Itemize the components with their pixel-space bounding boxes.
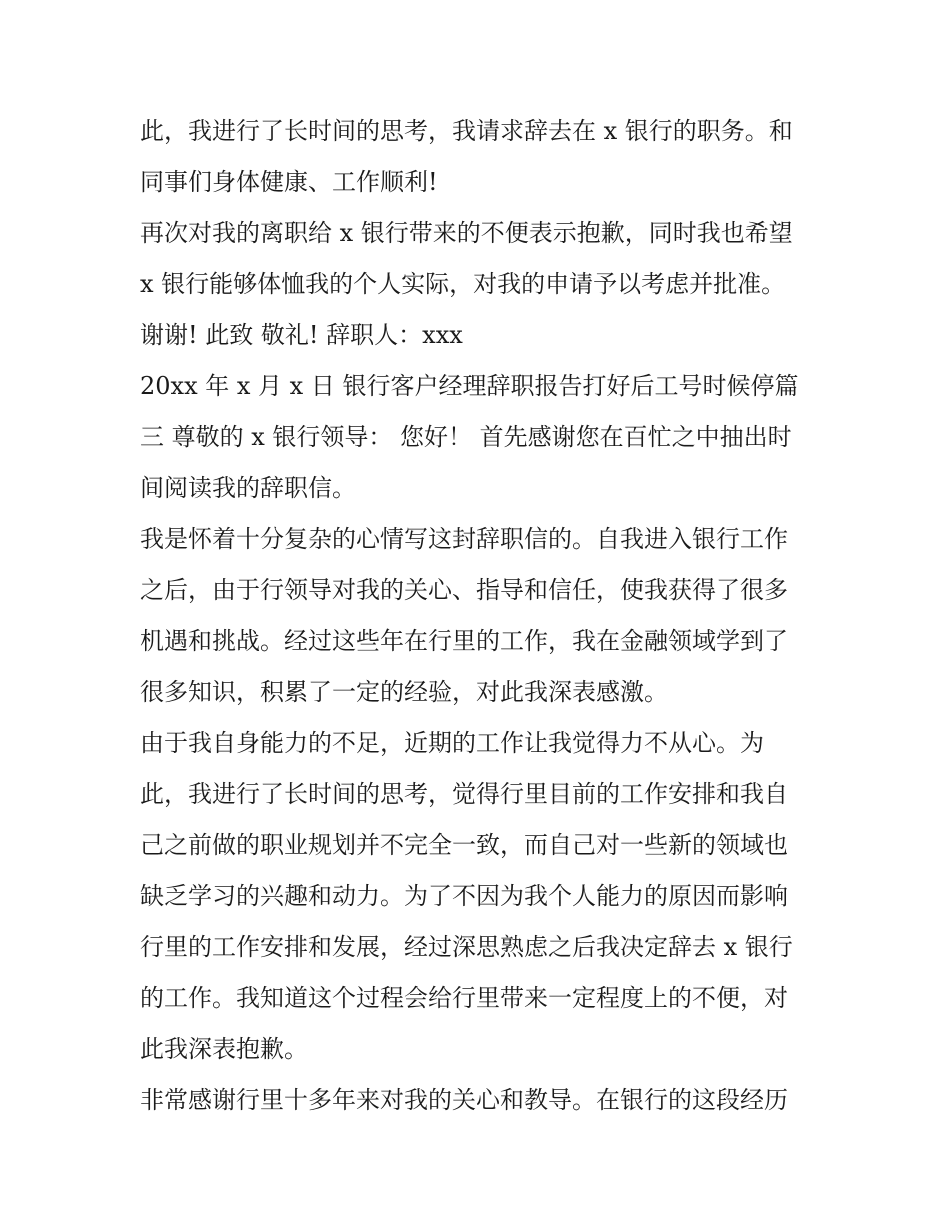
text-line: 之后，由于行领导对我的关心、指导和信任，使我获得了很多: [140, 576, 788, 604]
text-line: 再次对我的离职给 x 银行带来的不便表示抱歉，同时我也希望: [140, 219, 793, 247]
text-line: 非常感谢行里十多年来对我的关心和教导。在银行的这段经历: [140, 1086, 788, 1114]
text-line: 20xx 年 x 月 x 日 银行客户经理辞职报告打好后工号时候停篇: [140, 372, 799, 400]
text-line: 我是怀着十分复杂的心情写这封辞职信的。自我进入银行工作: [140, 525, 788, 553]
text-line: 机遇和挑战。经过这些年在行里的工作，我在金融领域学到了: [140, 627, 788, 655]
text-line: 谢谢! 此致 敬礼! 辞职人：xxx: [140, 321, 463, 349]
text-line: 此，我进行了长时间的思考，我请求辞去在 x 银行的职务。和: [140, 117, 793, 145]
text-line: 行里的工作安排和发展，经过深思熟虑之后我决定辞去 x 银行: [140, 933, 793, 961]
text-line: 的工作。我知道这个过程会给行里带来一定程度上的不便，对: [140, 984, 788, 1012]
text-line: 此，我进行了长时间的思考，觉得行里目前的工作安排和我自: [140, 780, 788, 808]
text-line: x 银行能够体恤我的个人实际，对我的申请予以考虑并批准。: [140, 270, 786, 298]
text-line: 缺乏学习的兴趣和动力。为了不因为我个人能力的原因而影响: [140, 882, 788, 910]
text-line: 三 尊敬的 x 银行领导： 您好！ 首先感谢您在百忙之中抽出时: [140, 423, 792, 451]
text-line: 己之前做的职业规划并不完全一致，而自己对一些新的领域也: [140, 831, 788, 859]
document-body: [140, 106, 820, 1126]
text-line: 间阅读我的辞职信。: [140, 474, 356, 502]
text-line: 由于我自身能力的不足，近期的工作让我觉得力不从心。为: [140, 729, 764, 757]
text-line: 很多知识，积累了一定的经验，对此我深表感激。: [140, 678, 668, 706]
text-line: 此我深表抱歉。: [140, 1035, 308, 1063]
text-line: 同事们身体健康、工作顺利!: [140, 168, 438, 196]
